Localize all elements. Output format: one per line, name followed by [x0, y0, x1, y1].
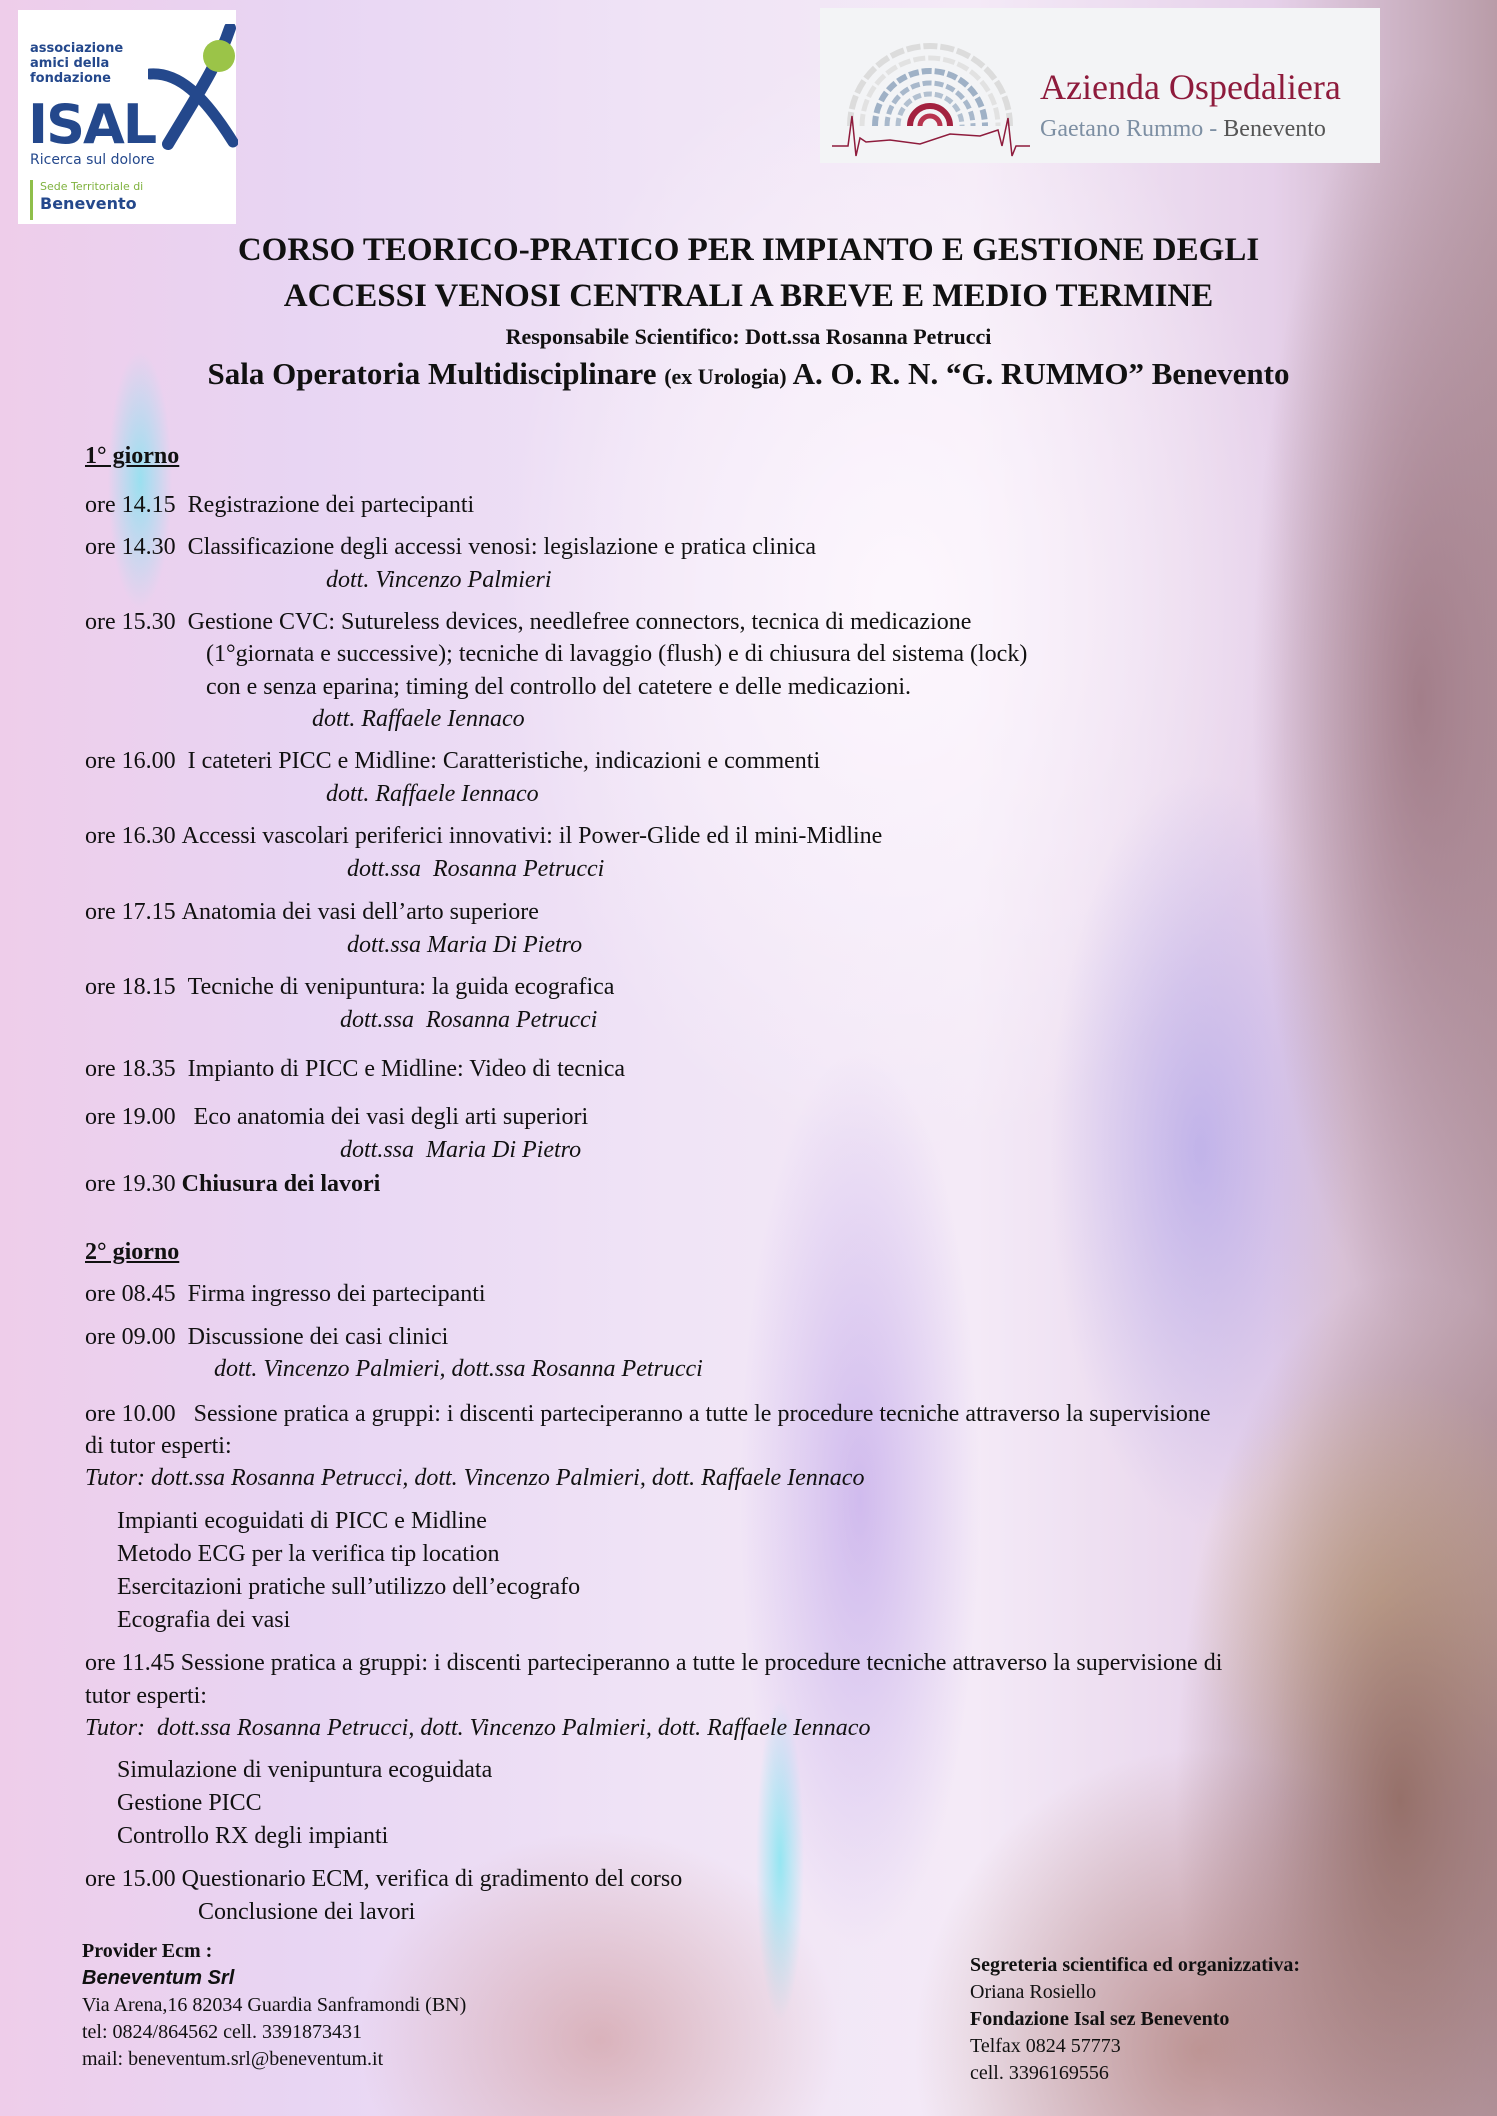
item-speaker: dott. Vincenzo Palmieri, dott.ssa Rosanna Petrucci [214, 1356, 703, 1382]
item-time: ore 11.45 [85, 1650, 175, 1676]
schedule-item [85, 820, 882, 852]
item-time: ore 09.00 [85, 1324, 176, 1350]
item-speaker: dott. Vincenzo Palmieri [326, 567, 552, 593]
isal-sede-bar [30, 180, 33, 220]
item-speaker: dott. Raffaele Iennaco [326, 781, 539, 807]
topic-item: Metodo ECG per la verifica tip location [117, 1541, 500, 1567]
item-time: ore 18.35 [85, 1056, 176, 1082]
isal-logo-brand: ISAL [28, 93, 156, 156]
isal-logo-line2: amici della [30, 56, 110, 71]
isal-logo-line3: fondazione [30, 71, 111, 86]
schedule-item [85, 1647, 1222, 1679]
item-time: ore 16.00 [85, 748, 176, 774]
topic-item: Gestione PICC [117, 1790, 262, 1816]
isal-logo [18, 10, 236, 224]
item-tutors: Tutor: dott.ssa Rosanna Petrucci, dott. Vincenzo Palmieri, dott. Raffaele Iennaco [85, 1715, 871, 1741]
item-text: Discussione dei casi clinici [187, 1324, 449, 1350]
isal-green-dot-icon [203, 40, 235, 72]
venue [0, 356, 1497, 392]
item-time: ore 19.00 [85, 1104, 176, 1130]
isal-logo-sede: Sede Territoriale di [40, 180, 144, 193]
item-speaker: dott.ssa Maria Di Pietro [340, 1137, 582, 1163]
isal-logo-tagline: Ricerca sul dolore [30, 152, 155, 168]
provider-name: Beneventum Srl [82, 1967, 235, 1989]
item-time: ore 14.15 [85, 492, 176, 518]
item-text: Accessi vascolari periferici innovativi: il Power-Glide ed il mini-Midline [181, 823, 883, 849]
item-text: Questionario ECM, verifica di gradimento del corso [181, 1866, 683, 1892]
course-title-line1: CORSO TEORICO-PRATICO PER IMPIANTO E GESTIONE DEGLI [237, 232, 1260, 268]
venue-name: Sala Operatoria Multidisciplinare [207, 356, 665, 391]
item-speaker: dott.ssa Maria Di Pietro [347, 932, 583, 958]
item-text-cont: (1°giornata e successive); tecniche di lavaggio (flush) e di chiusura del sistema (lock) [206, 641, 1028, 667]
provider-label: Provider Ecm : [82, 1940, 213, 1962]
topic-item: Esercitazioni pratiche sull’utilizzo dell’ecografo [117, 1574, 581, 1600]
item-tutors: Tutor: dott.ssa Rosanna Petrucci, dott. Vincenzo Palmieri, dott. Raffaele Iennaco [85, 1465, 865, 1491]
course-title-line2: ACCESSI VENOSI CENTRALI A BREVE E MEDIO TERMINE [283, 278, 1214, 314]
item-text: Tecniche di venipuntura: la guida ecografica [187, 974, 615, 1000]
schedule-item [85, 1321, 448, 1353]
secretariat-block [970, 1952, 1300, 2087]
hospital-logo-subtitle-b: Benevento [1223, 116, 1326, 142]
item-text: Registrazione dei partecipanti [187, 492, 475, 518]
item-time: ore 10.00 [85, 1401, 176, 1427]
item-time: ore 16.30 [85, 823, 176, 849]
item-text-cont: Conclusione dei lavori [198, 1899, 416, 1925]
topic-item: Impianti ecoguidati di PICC e Midline [117, 1508, 487, 1534]
topic-item: Controllo RX degli impianti [117, 1823, 389, 1849]
item-speaker: dott. Raffaele Iennaco [312, 706, 525, 732]
item-time: ore 14.30 [85, 534, 176, 560]
item-text: Firma ingresso dei partecipanti [187, 1281, 486, 1307]
secretariat-label: Segreteria scientifica ed organizzativa: [970, 1954, 1301, 1976]
item-time: ore 19.30 [85, 1171, 176, 1197]
item-text: Impianto di PICC e Midline: Video di tecnica [187, 1056, 626, 1082]
item-text-cont: di tutor esperti: [85, 1433, 232, 1459]
item-time: ore 17.15 [85, 899, 176, 925]
schedule-item [85, 1101, 588, 1133]
item-time: ore 18.15 [85, 974, 176, 1000]
provider-block [82, 1938, 466, 2073]
schedule-item [85, 531, 816, 563]
topic-item: Ecografia dei vasi [117, 1607, 291, 1633]
schedule-item [85, 1863, 682, 1895]
secretariat-org: Fondazione Isal sez Benevento [970, 2008, 1230, 2030]
item-text: Classificazione degli accessi venosi: legislazione e pratica clinica [187, 534, 817, 560]
schedule-item [85, 1168, 380, 1200]
schedule-item [85, 1278, 486, 1310]
isal-logo-city: Benevento [40, 194, 137, 213]
schedule-item [85, 606, 971, 638]
topic-item: Simulazione di venipuntura ecoguidata [117, 1757, 493, 1783]
secretariat-cell: cell. 3396169556 [970, 2062, 1109, 2084]
item-time: ore 15.00 [85, 1866, 176, 1892]
schedule-item [85, 745, 820, 777]
schedule-item [85, 896, 539, 928]
item-time: ore 08.45 [85, 1281, 176, 1307]
item-text: I cateteri PICC e Midline: Caratteristiche, indicazioni e commenti [187, 748, 821, 774]
venue-hospital: A. O. R. N. “G. RUMMO” Benevento [786, 356, 1290, 391]
item-text-cont: con e senza eparina; timing del controllo del catetere e delle medicazioni. [206, 674, 912, 700]
hospital-logo-subtitle [1040, 116, 1326, 143]
day2-heading: 2° giorno [85, 1239, 180, 1265]
item-text: Sessione pratica a gruppi: i discenti parteciperanno a tutte le procedure tecniche attraverso la supervisione [193, 1401, 1211, 1427]
secretariat-telfax: Telfax 0824 57773 [970, 2035, 1121, 2057]
item-text: Sessione pratica a gruppi: i discenti parteciperanno a tutte le procedure tecniche attraverso la supervisione di [180, 1650, 1223, 1676]
isal-logo-line1: associazione [30, 41, 124, 56]
schedule-item [85, 971, 614, 1003]
hospital-logo [820, 8, 1380, 163]
schedule-item [85, 1398, 1211, 1430]
hospital-logo-subtitle-a: Gaetano Rummo - [1040, 116, 1224, 142]
secretariat-person: Oriana Rosiello [970, 1981, 1097, 2003]
item-text: Eco anatomia dei vasi degli arti superiori [193, 1104, 589, 1130]
item-text: Gestione CVC: Sutureless devices, needlefree connectors, tecnica di medicazione [187, 609, 972, 635]
schedule-item [85, 489, 474, 521]
schedule-item [85, 1053, 625, 1085]
item-text: Anatomia dei vasi dell’arto superiore [181, 899, 539, 925]
item-text-cont: tutor esperti: [85, 1683, 207, 1709]
item-speaker: dott.ssa Rosanna Petrucci [347, 856, 605, 882]
provider-phone: tel: 0824/864562 cell. 3391873431 [82, 2021, 362, 2043]
item-text: Chiusura dei lavori [181, 1171, 381, 1197]
day1-heading: 1° giorno [85, 443, 180, 469]
item-speaker: dott.ssa Rosanna Petrucci [340, 1007, 598, 1033]
provider-mail[interactable]: mail: beneventum.srl@beneventum.it [82, 2048, 384, 2070]
scientific-lead: Responsabile Scientifico: Dott.ssa Rosanna Petrucci [505, 324, 992, 349]
hospital-emblem-icon [830, 26, 1030, 161]
venue-note: (ex Urologia) [664, 364, 787, 389]
hospital-logo-title: Azienda Ospedaliera [1040, 67, 1341, 107]
provider-address: Via Arena,16 82034 Guardia Sanframondi (BN) [82, 1994, 467, 2016]
item-time: ore 15.30 [85, 609, 176, 635]
